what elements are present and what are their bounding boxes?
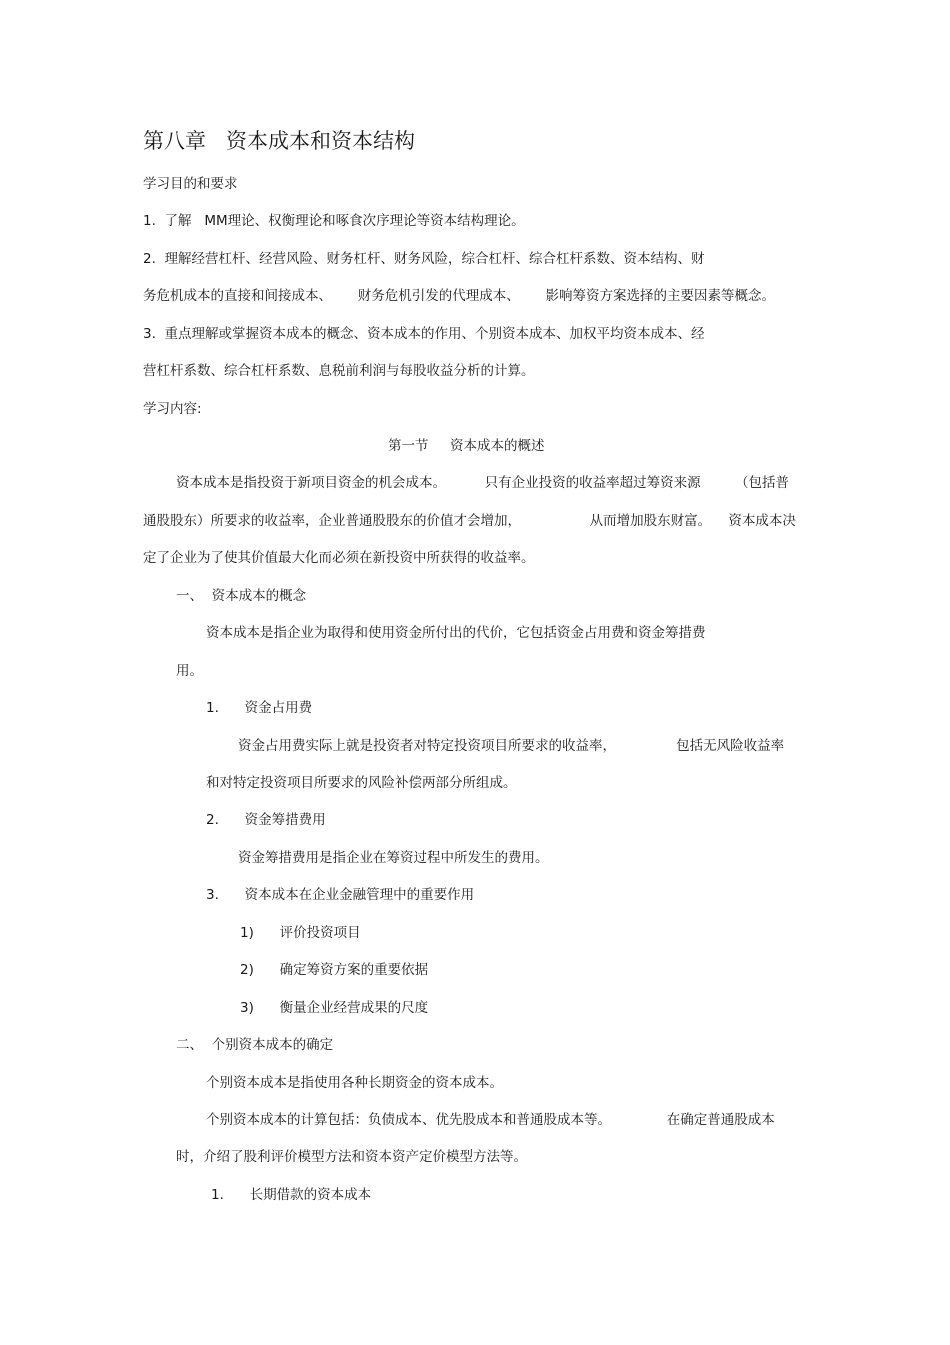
list-item: 1) 评价投资项目 <box>240 925 361 941</box>
chapter-title: 第八章 资本成本和资本结构 <box>143 129 416 153</box>
list-item: 3. 资本成本在企业金融管理中的重要作用 <box>206 887 475 903</box>
text-line: 2. 理解经营杠杆、经营风险、财务杠杆、财务风险，综合杠杆、综合杠杆系数、资本结构、财 <box>143 251 705 267</box>
list-item: 1. 长期借款的资本成本 <box>211 1187 372 1203</box>
subsection-heading: 一、 资本成本的概念 <box>176 588 307 604</box>
list-item: 3) 衡量企业经营成果的尺度 <box>240 1000 429 1016</box>
text-line: 和对特定投资项目所要求的风险补偿两部分所组成。 <box>206 775 517 791</box>
list-item: 1. 资金占用费 <box>206 700 313 716</box>
text-line: 资本成本是指投资于新项目资金的机会成本。 只有企业投资的收益率超过筹资来源 （包括普 <box>176 475 789 491</box>
list-item: 2. 资金筹措费用 <box>206 812 326 828</box>
text-line: 营杠杆系数、综合杠杆系数、息税前利润与每股收益分析的计算。 <box>143 363 535 379</box>
list-item: 2) 确定筹资方案的重要依据 <box>240 962 429 978</box>
text-line: 通股股东）所要求的收益率，企业普通股股东的价值才会增加， 从而增加股东财富。 资本成本决 <box>143 513 796 529</box>
text-line: 资本成本是指企业为取得和使用资金所付出的代价，它包括资金占用费和资金筹措费 <box>206 625 706 641</box>
text-line: 资金占用费实际上就是投资者对特定投资项目所要求的收益率， 包括无风险收益率 <box>238 738 785 754</box>
subsection-heading: 二、 个别资本成本的确定 <box>176 1037 334 1053</box>
text-line: 1. 了解 MM理论、权衡理论和啄食次序理论等资本结构理论。 <box>143 213 525 229</box>
text-line: 时，介绍了股利评价模型方法和资本资产定价模型方法等。 <box>176 1149 527 1165</box>
text-line: 个别资本成本是指使用各种长期资金的资本成本。 <box>206 1075 503 1091</box>
text-line: 3. 重点理解或掌握资本成本的概念、资本成本的作用、个别资本成本、加权平均资本成本、经 <box>143 326 705 342</box>
section-heading: 第一节 资本成本的概述 <box>388 438 545 454</box>
text-line: 用。 <box>176 663 203 679</box>
text-line: 个别资本成本的计算包括：负债成本、优先股成本和普通股成本等。 在确定普通股成本 <box>206 1112 775 1128</box>
text-line: 学习内容: <box>143 401 202 417</box>
text-line: 定了企业为了使其价值最大化而必须在新投资中所获得的收益率。 <box>143 550 535 566</box>
text-line: 学习目的和要求 <box>143 176 238 192</box>
text-line: 务危机成本的直接和间接成本、 财务危机引发的代理成本、 影响筹资方案选择的主要因素等概念。 <box>143 288 775 304</box>
text-line: 资金筹措费用是指企业在筹资过程中所发生的费用。 <box>238 850 549 866</box>
